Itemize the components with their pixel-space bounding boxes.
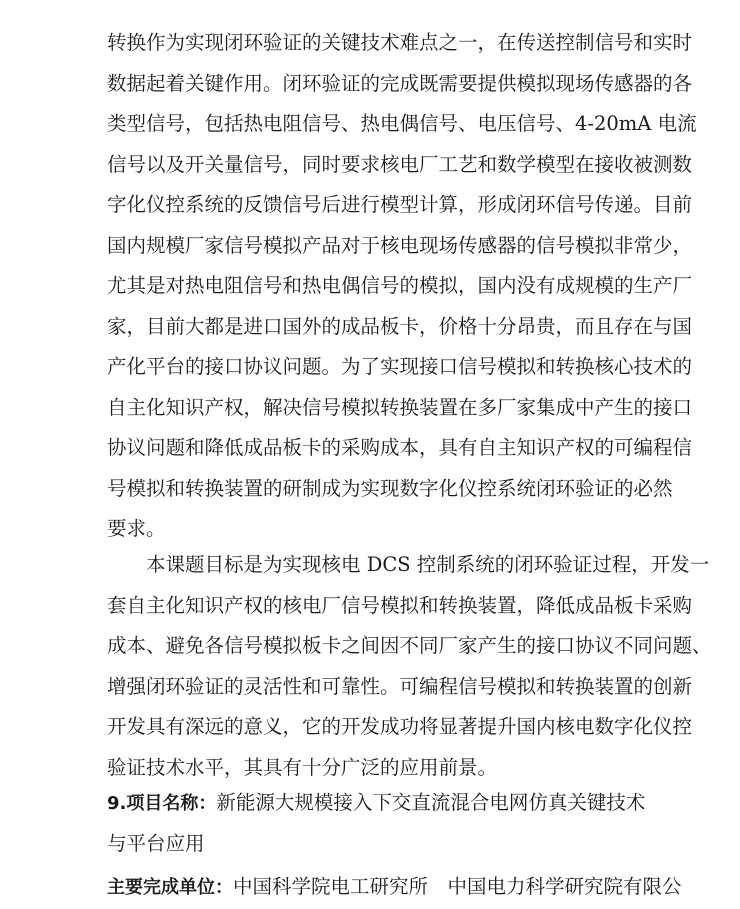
completion-unit-line — [107, 867, 682, 908]
paragraph-1-line: 数据起着关键作用。闭环验证的完成既需要提供模拟现场传感器的各 — [107, 71, 693, 95]
project-name-label: 9.项目名称： — [107, 793, 217, 814]
project-name-continuation: 与平台应用 — [107, 831, 205, 855]
paragraph-2-line: 开发具有深远的意义，它的开发成功将显著提升国内核电数字化仪控 — [107, 715, 693, 738]
paragraph-1-line: 号模拟和转换装置的研制成为实现数字化仪控系统闭环验证的必然 — [107, 476, 673, 500]
paragraph-1-line: 类型信号，包括热电阻信号、热电偶信号、电压信号、4-20mA 电流 — [107, 112, 697, 135]
paragraph-1-line: 自主化知识产权，解决信号模拟转换装置在多厂家集成中产生的接口 — [107, 395, 693, 419]
paragraph-2-line: 增强闭环验证的灵活性和可靠性。可编程信号模拟和转换装置的创新 — [107, 674, 693, 698]
paragraph-1-line: 信号以及开关量信号，同时要求核电厂工艺和数学模型在接收被测数 — [107, 152, 693, 176]
project-section — [107, 783, 682, 908]
paragraph-1-line: 国内规模厂家信号模拟产品对于核电现场传感器的信号模拟非常少， — [107, 233, 693, 257]
project-name-line — [107, 783, 667, 824]
paragraph-1-line: 尤其是对热电阻信号和热电偶信号的模拟，国内没有成规模的生产厂 — [107, 274, 693, 297]
paragraph-2-line: 本课题目标是为实现核电 DCS 控制系统的闭环验证过程，开发一 — [146, 553, 710, 576]
paragraph-1-line: 要求。 — [107, 517, 166, 540]
paragraph-2 — [107, 545, 712, 788]
paragraph-2-line: 套自主化知识产权的核电厂信号模拟和转换装置，降低成品板卡采购 — [107, 593, 693, 617]
paragraph-1-line: 转换作为实现闭环验证的关键技术难点之一，在传送控制信号和实时 — [107, 31, 693, 54]
paragraph-2-line: 成本、避免各信号模拟板卡之间因不同厂家产生的接口协议不同问题、 — [107, 634, 712, 657]
paragraph-1-line: 协议问题和降低成品板卡的采购成本，具有自主知识产权的可编程信 — [107, 436, 693, 459]
project-name-value: 新能源大规模接入下交直流混合电网仿真关键技术 — [216, 791, 646, 814]
paragraph-1-line: 家，目前大都是进口国外的成品板卡，价格十分昂贵，而且存在与国 — [107, 314, 693, 338]
paragraph-1 — [107, 23, 697, 550]
paragraph-1-line: 字化仪控系统的反馈信号后进行模型计算，形成闭环信号传递。目前 — [107, 193, 693, 216]
paragraph-2-line: 验证技术水平，其具有十分广泛的应用前景。 — [107, 755, 498, 779]
completion-unit-value: 中国科学院电工研究所 中国电力科学研究院有限公 — [233, 875, 682, 898]
completion-unit-label: 主要完成单位： — [107, 877, 233, 898]
paragraph-1-line: 产化平台的接口协议问题。为了实现接口信号模拟和转换核心技术的 — [107, 355, 693, 378]
